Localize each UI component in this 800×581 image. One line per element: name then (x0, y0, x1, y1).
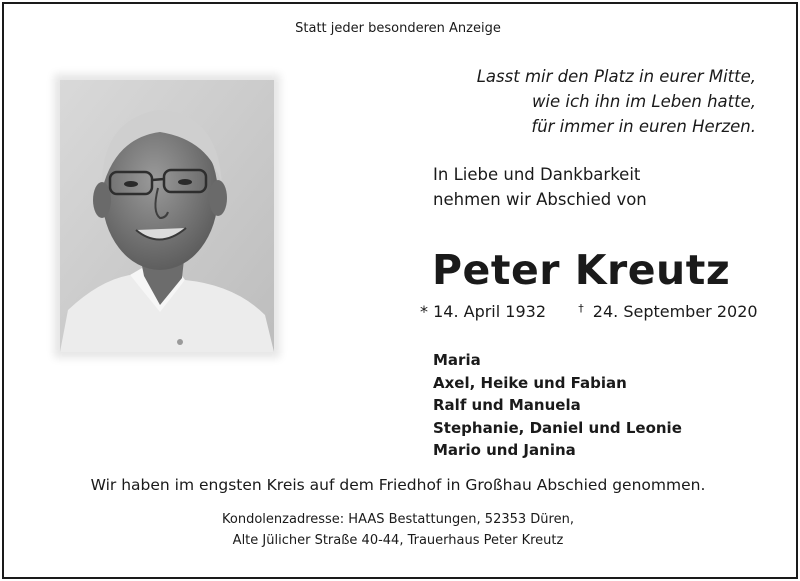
mourner-item: Maria (433, 351, 481, 369)
death-date: 24. September 2020 (592, 302, 758, 321)
mourner-item: Stephanie, Daniel und Leonie (433, 418, 682, 437)
verse-line: für immer in euren Herzen. (531, 117, 756, 136)
birth-symbol: * (420, 302, 428, 321)
farewell-note: Wir haben im engsten Kreis auf dem Friedhof in Großhau Abschied genommen. (90, 476, 706, 494)
condolence-line: Alte Jülicher Straße 40-44, Trauerhaus Peter Kreutz (232, 533, 564, 548)
verse (477, 64, 756, 139)
intro-line: In Liebe und Dankbarkeit (433, 165, 641, 184)
header-note: Statt jeder besonderen Anzeige (295, 21, 501, 36)
death-symbol: † (578, 302, 584, 315)
mourner-item: Axel, Heike und Fabian (433, 373, 627, 392)
birth-date: 14. April 1932 (433, 302, 546, 321)
portrait-photo (60, 80, 274, 352)
mourners-list (433, 349, 682, 462)
mourner-item: Ralf und Manuela (433, 396, 581, 414)
condolence-line: Kondolenzadresse: HAAS Bestattungen, 52353 Düren, (222, 512, 574, 527)
deceased-name: Peter Kreutz (432, 246, 731, 294)
mourner-item: Mario und Janina (433, 441, 576, 459)
condolence-address (0, 509, 796, 551)
verse-line: Lasst mir den Platz in eurer Mitte, (476, 67, 756, 86)
intro-line: nehmen wir Abschied von (433, 190, 647, 209)
life-dates (420, 302, 758, 321)
intro-text (433, 162, 647, 212)
verse-line: wie ich ihn im Leben hatte, (531, 92, 756, 111)
